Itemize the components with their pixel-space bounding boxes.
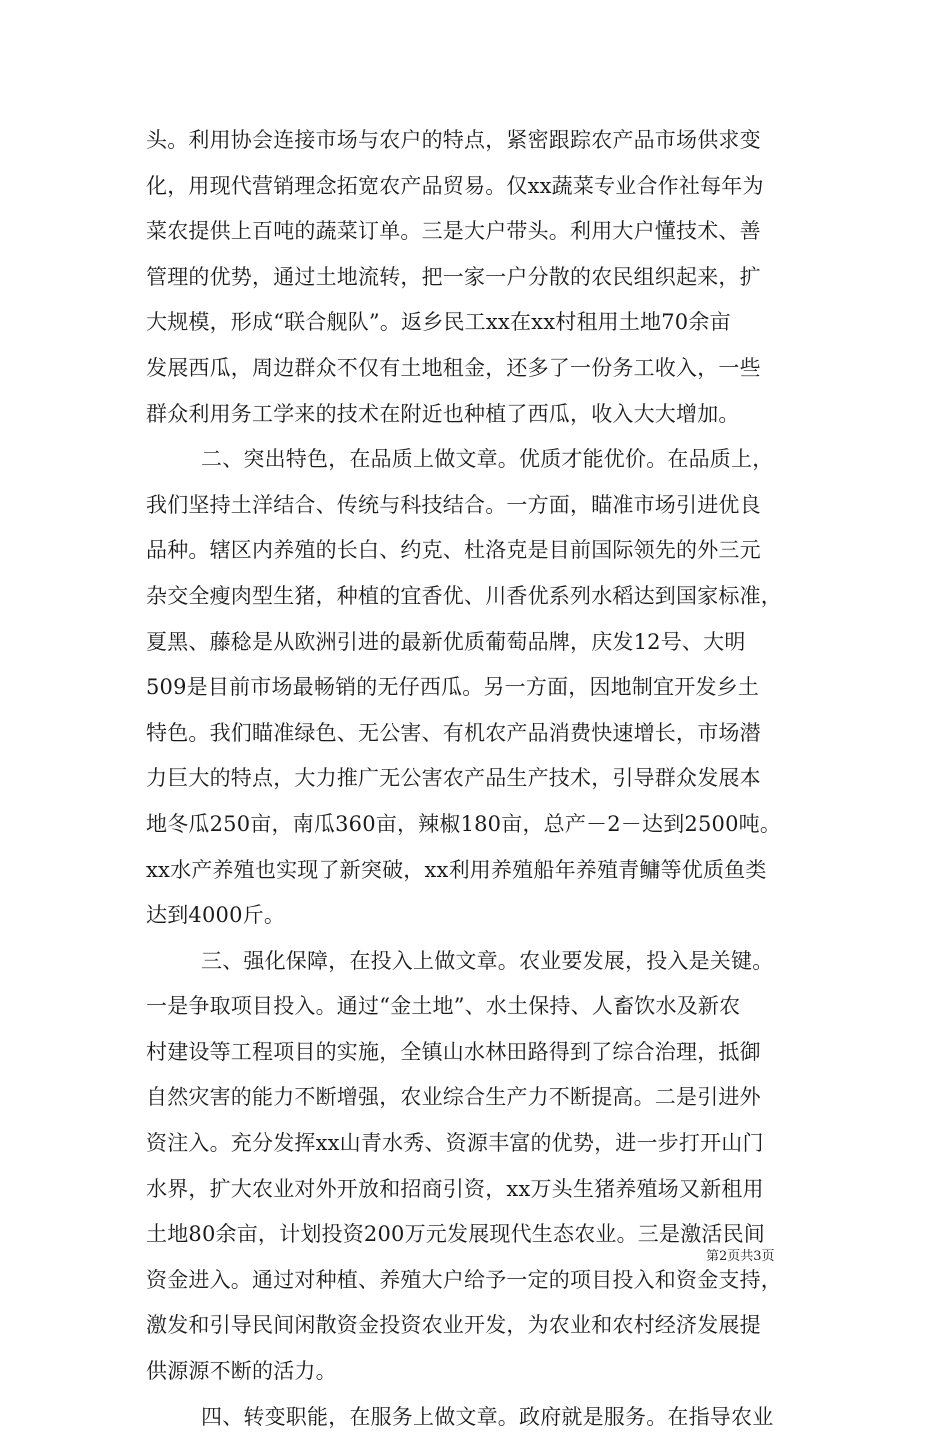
text-line: 大规模，形成“联合舰队”。返乡民工xx在xx村租用土地70余亩: [146, 310, 731, 335]
paragraph-section-2: [146, 437, 808, 939]
page-number-footer: 第2页共3页: [706, 1249, 775, 1264]
text-line: 杂交全瘦肉型生猪，种植的宜香优、川香优系列水稻达到国家标准，: [146, 583, 782, 608]
text-line: 地冬瓜250亩，南瓜360亩，辣椒180亩，总产－2－达到2500吨。: [146, 811, 782, 836]
body-text: [146, 118, 808, 1440]
text-line: 三、强化保障，在投入上做文章。农业要发展，投入是关键。: [201, 948, 774, 973]
text-line: 供源源不断的活力。: [146, 1359, 337, 1384]
text-line: 特色。我们瞄准绿色、无公害、有机农产品消费快速增长，市场潜: [146, 720, 761, 745]
text-line: 资金进入。通过对种植、养殖大户给予一定的项目投入和资金支持，: [146, 1267, 782, 1292]
text-line: 达到4000斤。: [146, 903, 286, 928]
paragraph-section-3: [146, 939, 808, 1395]
text-line: 二、突出特色，在品质上做文章。优质才能优价。在品质上，: [201, 447, 774, 472]
text-line: 509是目前市场最畅销的无仔西瓜。另一方面，因地制宜开发乡土: [146, 675, 760, 700]
text-line: 资注入。充分发挥xx山青水秀、资源丰富的优势，进一步打开山门: [146, 1131, 764, 1156]
text-line: 自然灾害的能力不断增强，农业综合生产力不断提高。二是引进外: [146, 1085, 761, 1110]
text-line: 群众利用务工学来的技术在附近也种植了西瓜，收入大大增加。: [146, 401, 740, 426]
text-line: 管理的优势，通过土地流转，把一家一户分散的农民组织起来，扩: [146, 264, 761, 289]
text-line: 激发和引导民间闲散资金投资农业开发，为农业和农村经济发展提: [146, 1313, 761, 1338]
text-line: 化，用现代营销理念拓宽农产品贸易。仅xx蔬菜专业合作社每年为: [146, 173, 764, 198]
text-line: 我们坚持土洋结合、传统与科技结合。一方面，瞄准市场引进优良: [146, 492, 761, 517]
text-line: 菜农提供上百吨的蔬菜订单。三是大户带头。利用大户懂技术、善: [146, 219, 761, 244]
text-line: 村建设等工程项目的实施，全镇山水林田路得到了综合治理，抵御: [146, 1039, 761, 1064]
text-line: 发展西瓜，周边群众不仅有土地租金，还多了一份务工收入，一些: [146, 355, 761, 380]
paragraph-continuation: [146, 118, 808, 437]
text-line: 力巨大的特点，大力推广无公害农产品生产技术，引导群众发展本: [146, 766, 761, 791]
text-line: 水界，扩大农业对外开放和招商引资，xx万头生猪养殖场又新租用: [146, 1176, 764, 1201]
text-line: 一是争取项目投入。通过“金土地”、水土保持、人畜饮水及新农: [146, 994, 741, 1019]
text-line: 夏黑、藤稔是从欧洲引进的最新优质葡萄品牌，庆发12号、大明: [146, 629, 746, 654]
text-line: 四、转变职能，在服务上做文章。政府就是服务。在指导农业: [201, 1404, 774, 1429]
text-line: xx水产养殖也实现了新突破，xx利用养殖船年养殖青鳙等优质鱼类: [146, 857, 767, 882]
text-line: 品种。辖区内养殖的长白、约克、杜洛克是目前国际领先的外三元: [146, 538, 761, 563]
paragraph-section-4: [146, 1395, 808, 1440]
text-line: 头。利用协会连接市场与农户的特点，紧密跟踪农产品市场供求变: [146, 128, 761, 152]
text-line: 土地80余亩，计划投资200万元发展现代生态农业。三是激活民间: [146, 1222, 766, 1247]
